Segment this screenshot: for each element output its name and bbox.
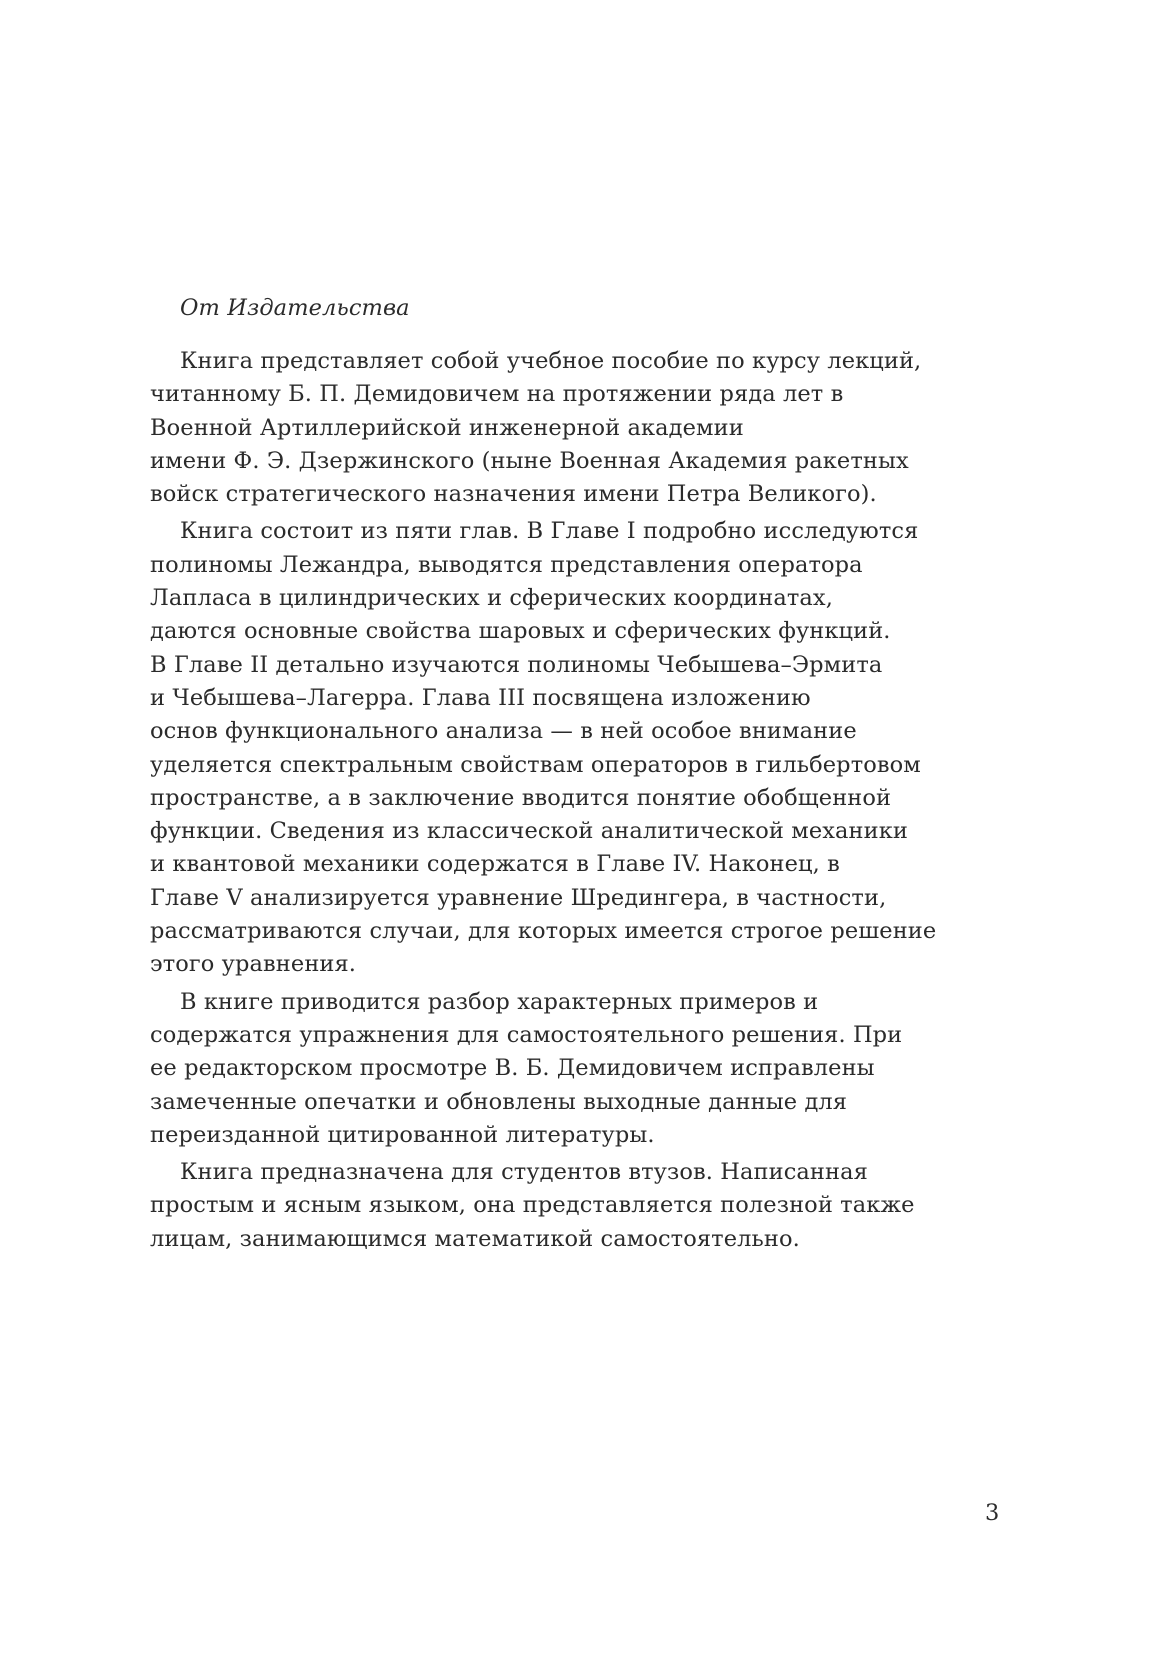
text-line: Лапласа в цилиндрических и сферических координатах,	[150, 585, 833, 612]
text-line: В Главе II детально изучаются полиномы Чебышева–Эрмита	[150, 651, 883, 678]
text-line: простым и ясным языком, она представляется полезной также	[150, 1192, 915, 1219]
text-line: Военной Артиллерийской инженерной академии	[150, 414, 744, 441]
text-line: и квантовой механики содержатся в Главе IV. Наконец, в	[150, 851, 840, 878]
text-line: рассматриваются случаи, для которых имеется строгое решение	[150, 918, 937, 945]
text-line: В книге приводится разбор характерных примеров и	[180, 988, 819, 1015]
text-line: основ функционального анализа — в ней особое внимание	[150, 718, 857, 745]
text-line: имени Ф. Э. Дзержинского (ныне Военная Академия ракетных	[150, 447, 909, 474]
text-line: и Чебышева–Лагерра. Глава III посвящена изложению	[150, 684, 811, 711]
text-line: переизданной цитированной литературы.	[150, 1121, 655, 1148]
text-line: лицам, занимающимся математикой самостоятельно.	[150, 1225, 800, 1252]
text-line: читанному Б. П. Демидовичем на протяжении ряда лет в	[150, 381, 844, 408]
text-line: этого уравнения.	[150, 951, 357, 978]
text-line: полиномы Лежандра, выводятся представления оператора	[150, 551, 863, 578]
text-line: Книга состоит из пяти глав. В Главе I подробно исследуются	[180, 518, 919, 545]
text-line: содержатся упражнения для самостоятельного решения. При	[150, 1021, 903, 1048]
page-number: 3	[985, 1500, 1000, 1526]
text-line: пространстве, а в заключение вводится понятие обобщенной	[150, 784, 892, 811]
text-line: уделяется спектральным свойствам операторов в гильбертовом	[150, 751, 921, 778]
text-line: Книга представляет собой учебное пособие по курсу лекций,	[180, 348, 922, 374]
paragraph-2	[150, 515, 1000, 981]
text-line: войск стратегического назначения имени Петра Великого).	[150, 481, 877, 508]
text-line: замеченные опечатки и обновлены выходные данные для	[150, 1088, 848, 1115]
text-block	[150, 292, 1000, 1260]
text-line: даются основные свойства шаровых и сферических функций.	[150, 618, 891, 645]
text-line: Книга предназначена для студентов втузов. Написанная	[180, 1159, 868, 1186]
text-line: Главе V анализируется уравнение Шредингера, в частности,	[150, 884, 887, 911]
text-line: функции. Сведения из классической аналитической механики	[150, 818, 908, 845]
paragraph-3	[150, 986, 1000, 1152]
paragraph-1	[150, 345, 1000, 511]
paragraph-4	[150, 1156, 1000, 1256]
section-heading: От Издательства	[180, 295, 410, 321]
text-line: ее редакторском просмотре В. Б. Демидовичем исправлены	[150, 1055, 875, 1082]
